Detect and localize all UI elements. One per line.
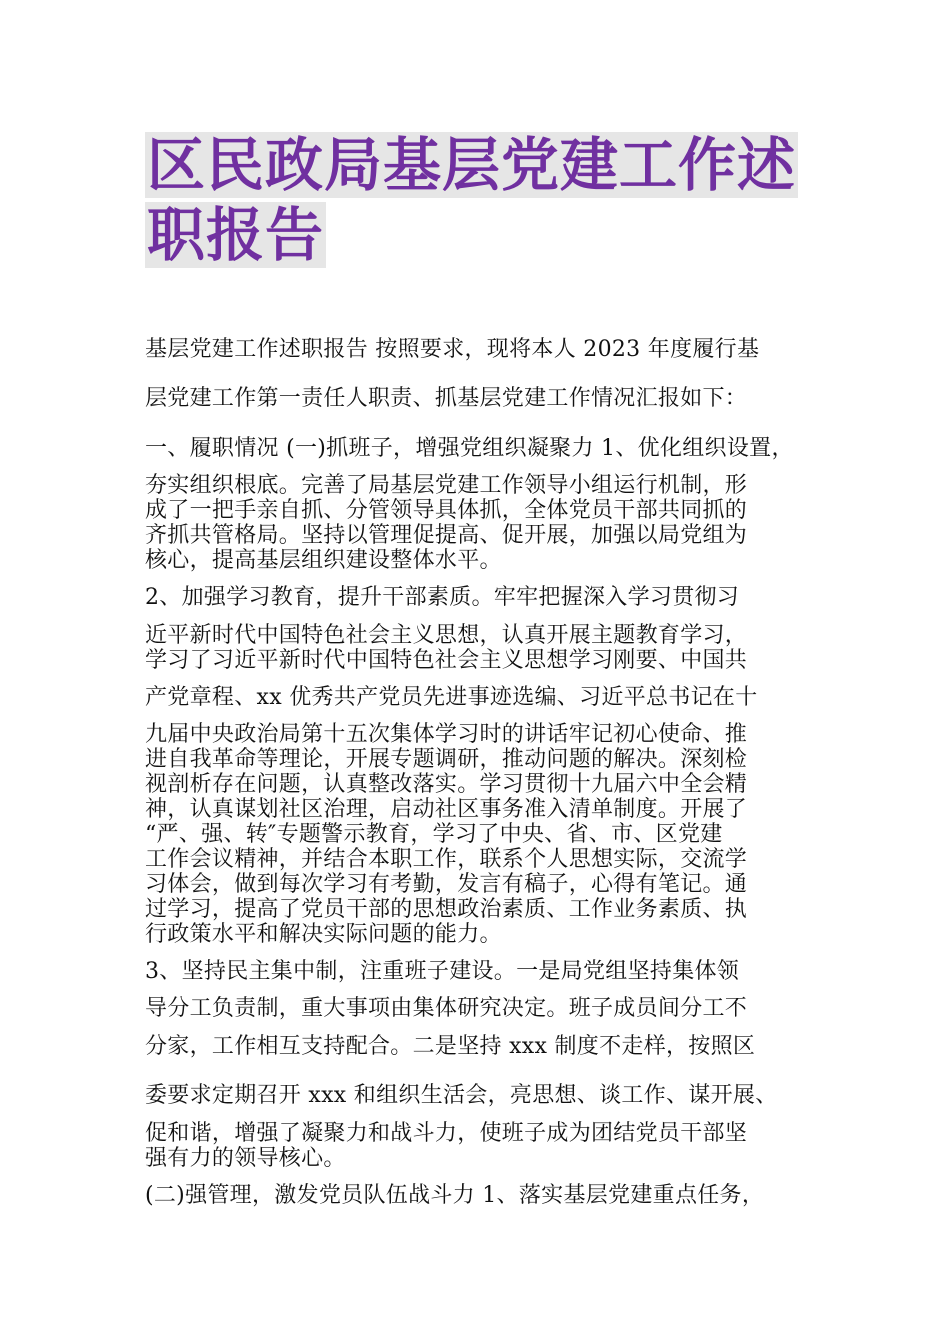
body-text-line: 成了一把手亲自抓、分管领导具体抓，全体党员干部共同抓的 bbox=[145, 498, 748, 523]
body-text-line: 强有力的领导核心。 bbox=[145, 1146, 346, 1171]
body-text-line: “严、强、转″专题警示教育，学习了中央、省、市、区党建 bbox=[145, 822, 723, 847]
body-text-line: 一、履职情况 (一)抓班子，增强党组织凝聚力 1、优化组织设置， bbox=[145, 436, 794, 461]
body-text-line: 过学习，提高了党员干部的思想政治素质、工作业务素质、执 bbox=[145, 897, 748, 922]
body-text-line: 视剖析存在问题，认真整改落实。学习贯彻十九届六中全会精 bbox=[145, 772, 748, 797]
body-text-line: 促和谐，增强了凝聚力和战斗力，使班子成为团结党员干部坚 bbox=[145, 1121, 748, 1146]
body-text-line: 基层党建工作述职报告 按照要求，现将本人 2023 年度履行基 bbox=[145, 337, 760, 362]
body-text-line: 行政策水平和解决实际问题的能力。 bbox=[145, 922, 502, 947]
document-title-line-2: 职报告 bbox=[147, 201, 325, 269]
body-text-line: 3、坚持民主集中制，注重班子建设。一是局党组坚持集体领 bbox=[145, 959, 740, 984]
body-text-line: 学习了习近平新时代中国特色社会主义思想学习刚要、中国共 bbox=[145, 648, 748, 673]
body-text-line: 核心，提高基层组织建设整体水平。 bbox=[145, 548, 502, 573]
body-text-line: 工作会议精神，并结合本职工作，联系个人思想实际，交流学 bbox=[145, 847, 748, 872]
body-text-line: 神，认真谋划社区治理，启动社区事务准入清单制度。开展了 bbox=[145, 797, 748, 822]
body-text-line: 产党章程、xx 优秀共产党员先进事迹选编、习近平总书记在十 bbox=[145, 685, 758, 710]
body-text-line: 夯实组织根底。完善了局基层党建工作领导小组运行机制，形 bbox=[145, 473, 748, 498]
body-text-line: 2、加强学习教育，提升干部素质。牢牢把握深入学习贯彻习 bbox=[145, 585, 740, 610]
body-text-line: 委要求定期召开 xxx 和组织生活会，亮思想、谈工作、谋开展、 bbox=[145, 1083, 778, 1108]
body-text-line: 层党建工作第一责任人职责、抓基层党建工作情况汇报如下： bbox=[145, 386, 748, 411]
body-text-line: 分家，工作相互支持配合。二是坚持 xxx 制度不走样，按照区 bbox=[145, 1034, 756, 1059]
body-text-line: 齐抓共管格局。坚持以管理促提高、促开展，加强以局党组为 bbox=[145, 523, 748, 548]
body-text-line: (二)强管理，激发党员队伍战斗力 1、落实基层党建重点任务， bbox=[145, 1183, 765, 1208]
body-text-line: 近平新时代中国特色社会主义思想，认真开展主题教育学习， bbox=[145, 623, 748, 648]
body-text-line: 进自我革命等理论，开展专题调研，推动问题的解决。深刻检 bbox=[145, 747, 748, 772]
document-title-line-1: 区民政局基层党建工作述 bbox=[147, 131, 797, 199]
body-text-line: 九届中央政治局第十五次集体学习时的讲话牢记初心使命、推 bbox=[145, 722, 748, 747]
body-text-line: 习体会，做到每次学习有考勤，发言有稿子，心得有笔记。通 bbox=[145, 872, 748, 897]
body-text-line: 导分工负责制，重大事项由集体研究决定。班子成员间分工不 bbox=[145, 996, 748, 1021]
